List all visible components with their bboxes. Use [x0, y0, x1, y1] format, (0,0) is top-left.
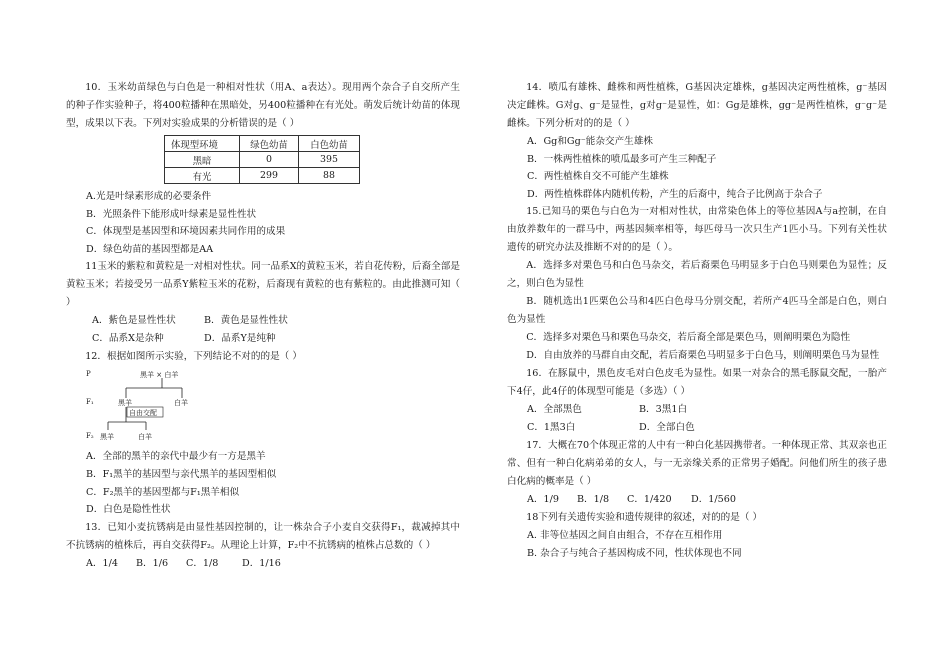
table-header-row: [165, 136, 360, 152]
q11-options-row-2: [66, 330, 460, 348]
q13-option-a: A．1/4: [86, 557, 118, 569]
table-header-cell: 绿色幼苗: [240, 136, 299, 152]
right-column: [507, 79, 887, 563]
q17-option-b: B．1/8: [577, 494, 610, 506]
q11-option-a: A．紫色是显性性状: [92, 315, 176, 327]
table-cell: 0: [240, 152, 299, 168]
q13-option-c: C．1/8: [186, 557, 219, 569]
q11-option-d: D．品系Y是纯种: [204, 333, 276, 345]
q16-option-b: B．3黑1白: [639, 404, 688, 416]
generation-p-label: P: [86, 370, 91, 379]
p-cross-label: 黑羊 × 白羊: [140, 371, 179, 380]
table-cell: 黑暗: [165, 152, 240, 168]
cross-lines: [86, 368, 286, 448]
question-15-stem: 15.已知马的栗色与白色为一对相对性状，由常染色体上的等位基因A与a控制，在自由放养数年的一群马中，两基因频率相等，每匹母马一次只生产1匹小马。下列有关性状遗传的研究办法及推断不对的的是（ ）。: [507, 206, 887, 254]
q14-option-d: D．两性植株群体内随机传粉，产生的后裔中，纯合子比例高于杂合子: [527, 188, 823, 200]
q14-option-b: B．一株两性植株的喷瓜最多可产生三种配子: [527, 153, 717, 165]
q10-option-a: A.光是叶绿素形成的必要条件: [86, 191, 212, 202]
q17-option-d: D．1/560: [691, 494, 736, 506]
question-17-stem: 17．大概在70个体现正常的人中有一种白化基因携带者。一种体现正常、其双亲也正常、但有一种白化病弟弟的女人，与一无亲缘关系的正常男子婚配。问他们所生的孩子患白化病的概率是（ ）: [507, 440, 887, 488]
table-cell: 有光: [165, 168, 240, 184]
q13-option-d: D．1/16: [242, 557, 281, 569]
table-row: [165, 152, 360, 168]
f1-white-label: 白羊: [174, 399, 188, 408]
left-column: [66, 79, 460, 573]
q12-cross-diagram: [86, 368, 460, 448]
q13-option-b: B．1/6: [136, 557, 169, 569]
f2-white-label: 白羊: [138, 433, 152, 442]
q11-option-b: B．黄色是显性性状: [204, 315, 288, 327]
table-cell: 395: [299, 152, 360, 168]
q10-option-b: B．光照条件下能形成叶绿素是显性性状: [86, 208, 257, 220]
q14-option-a: A．Gg和Gg⁻能杂交产生雄株: [527, 136, 653, 147]
q16-options-row-2: [507, 419, 887, 437]
q14-option-c: C．两性植株自交不可能产生雄株: [527, 171, 669, 183]
f2-black-label: 黑羊: [100, 433, 114, 442]
q17-option-a: A．1/9: [527, 494, 559, 506]
q15-option-a: A．选择多对栗色马和白色马杂交，若后裔栗色马明显多于白色马则栗色为显性；反之，则白色为显性: [507, 260, 887, 290]
q12-option-a: A．全部的黑羊的亲代中最少有一方是黑羊: [86, 451, 266, 463]
q16-option-d: D．全部白色: [639, 422, 695, 434]
q15-option-b: B．随机选出1匹栗色公马和4匹白色母马分别交配，若所产4匹马全部是白色，则白色为显性: [507, 296, 887, 326]
q16-option-a: A．全部黑色: [527, 404, 582, 416]
q12-option-c: C．F₂黑羊的基因型都与F₁黑羊相似: [86, 486, 240, 498]
generation-f2-label: F₂: [86, 432, 94, 441]
table-cell: 299: [240, 168, 299, 184]
question-13-stem: 13．已知小麦抗锈病是由显性基因控制的，让一株杂合子小麦自交获得F₁，裁减掉其中不抗锈病的植株后，再自交获得F₂。从理论上计算，F₂中不抗锈病的植株占总数的（ ）: [66, 521, 460, 551]
f1-black-label: 黑羊: [118, 399, 132, 408]
q10-option-d: D．绿色幼苗的基因型都是AA: [86, 243, 214, 255]
question-11-stem: 11玉米的紫粒和黄粒是一对相对性状。同一品系X的黄粒玉米，若自花传粉，后裔全部是黄粒玉米；若接受另一品系Y紫粒玉米的花粉，后裔现有黄粒的也有紫粒的。由此推测可知（ ）: [66, 261, 460, 309]
q13-options-row: [66, 555, 460, 573]
table-header-cell: 白色幼苗: [299, 136, 360, 152]
self-cross-label: 自由交配: [129, 409, 157, 418]
q10-option-c: C．体现型是基因型和环境因素共同作用的成果: [86, 226, 286, 238]
q18-option-b: B. 杂合子与纯合子基因构成不同，性状体现也不同: [527, 547, 742, 559]
q10-results-table: [164, 135, 360, 184]
q16-options-row-1: [507, 401, 887, 419]
question-12-stem: 12．根据如图所示实验，下列结论不对的的是（ ）: [85, 351, 302, 363]
question-16-stem: 16．在豚鼠中，黑色皮毛对白色皮毛为显性。如果一对杂合的黑毛豚鼠交配，一胎产下4仔，此4仔的体现型可能是（多选）（ ）: [507, 368, 887, 398]
generation-f1-label: F₁: [86, 398, 94, 407]
q17-options-row: [507, 491, 887, 509]
q15-option-d: D．自由放养的马群自由交配，若后裔栗色马明显多于白色马，则阐明栗色马为显性: [526, 350, 880, 362]
q18-option-a: A. 非等位基因之间自由组合，不存在互相作用: [527, 530, 723, 542]
question-10-stem: 10．玉米幼苗绿色与白色是一种相对性状（用A、a表达）。现用两个杂合子自交所产生的种子作实验种子，将400粒播种在黑暗处，另400粒播种在有光处。萌发后统计幼苗的体现型，成果以下表。下列对实验成果的分析错误的是（ ）: [66, 82, 460, 129]
question-18-stem: 18下列有关遗传实验和遗传规律的叙述，对的的是（ ）: [526, 512, 763, 524]
q16-option-c: C．1黑3白: [527, 422, 576, 434]
table-row: [165, 168, 360, 184]
table-cell: 88: [299, 168, 360, 184]
q12-option-d: D．白色是隐性性状: [86, 504, 171, 516]
q11-option-c: C．品系X是杂种: [92, 333, 164, 345]
q17-option-c: C．1/420: [627, 494, 672, 506]
q11-options-row-1: [66, 312, 460, 330]
q12-option-b: B．F₁黑羊的基因型与亲代黑羊的基因型相似: [86, 468, 277, 480]
question-14-stem: 14．喷瓜有雄株、雌株和两性植株，G基因决定雄株，g基因决定两性植株，g⁻基因决定雌株。G对g、g⁻是显性，g对g⁻是显性，如：Gg是雄株，gg⁻是两性植株，g⁻g⁻是雌株。下列分析对的的是（ ）: [507, 82, 887, 129]
q15-option-c: C．选择多对栗色马和栗色马杂交，若后裔全部是栗色马，则阐明栗色为隐性: [526, 332, 851, 344]
table-header-cell: 体现型环境: [165, 136, 240, 152]
